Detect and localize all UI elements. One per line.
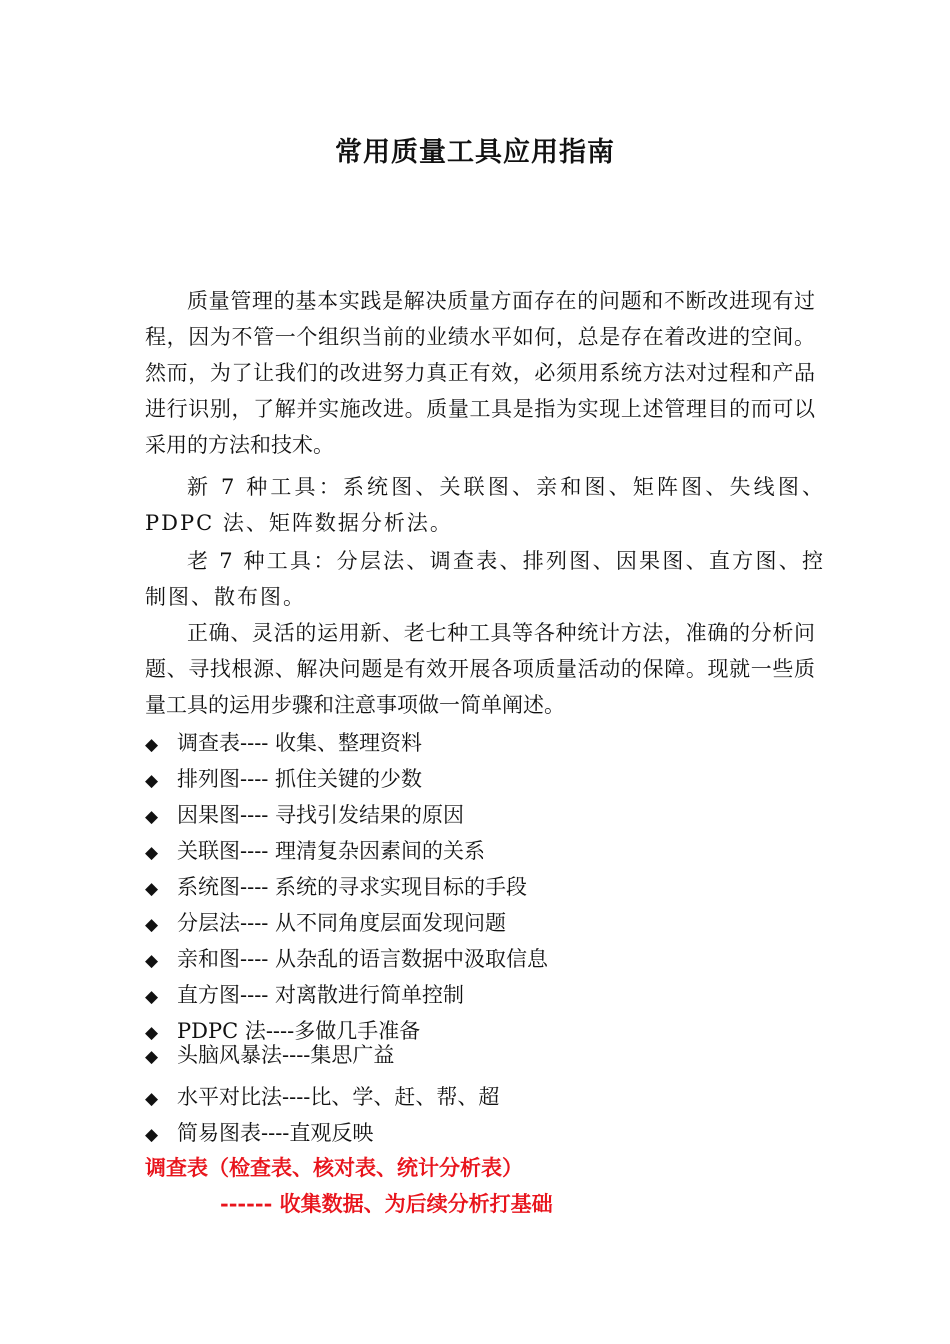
list-item bbox=[145, 941, 845, 977]
list-item bbox=[145, 1115, 845, 1151]
list-item bbox=[145, 905, 845, 941]
list-item bbox=[145, 869, 845, 905]
list-item bbox=[145, 725, 845, 761]
list-item-text: 系统图---- 系统的寻求实现目标的手段 bbox=[177, 875, 528, 899]
list-item-text: 排列图---- 抓住关键的少数 bbox=[177, 767, 423, 791]
list-item bbox=[145, 1043, 845, 1079]
list-item-text: 简易图表----直观反映 bbox=[177, 1121, 374, 1145]
summary-paragraph: 正确、灵活的运用新、老七种工具等各种统计方法，准确的分析问题、寻找根源、解决问题是有效开展各项质量活动的保障。现就一些质量工具的运用步骤和注意事项做一简单阐述。 bbox=[145, 621, 815, 717]
list-item bbox=[145, 761, 845, 797]
list-item bbox=[145, 1019, 845, 1043]
list-item-text: 调查表---- 收集、整理资料 bbox=[177, 731, 423, 755]
list-item-text: 因果图---- 寻找引发结果的原因 bbox=[177, 803, 465, 827]
old-seven-tools-paragraph: 老 7 种工具：分层法、调查表、排列图、因果图、直方图、控制图、散布图。 bbox=[145, 549, 825, 609]
diamond-bullet-icon: ◆ bbox=[145, 879, 159, 899]
list-item-text: 关联图---- 理清复杂因素间的关系 bbox=[177, 839, 486, 863]
diamond-bullet-icon: ◆ bbox=[145, 1125, 159, 1145]
list-item-text: PDPC 法----多做几手准备 bbox=[177, 1019, 421, 1043]
diamond-bullet-icon: ◆ bbox=[145, 915, 159, 935]
diamond-bullet-icon: ◆ bbox=[145, 1047, 159, 1067]
diamond-bullet-icon: ◆ bbox=[145, 807, 159, 827]
list-item-text: 水平对比法----比、学、赶、帮、超 bbox=[177, 1085, 500, 1109]
diamond-bullet-icon: ◆ bbox=[145, 1023, 159, 1043]
diamond-bullet-icon: ◆ bbox=[145, 771, 159, 791]
list-item-text: 直方图---- 对离散进行简单控制 bbox=[177, 983, 465, 1007]
diamond-bullet-icon: ◆ bbox=[145, 987, 159, 1007]
diamond-bullet-icon: ◆ bbox=[145, 951, 159, 971]
list-item bbox=[145, 977, 845, 1013]
page-title: 常用质量工具应用指南 bbox=[335, 137, 615, 168]
diamond-bullet-icon: ◆ bbox=[145, 843, 159, 863]
list-item bbox=[145, 797, 845, 833]
section-heading: 调查表（检查表、核对表、统计分析表） bbox=[145, 1155, 523, 1180]
section-subheading: ------ 收集数据、为后续分析打基础 bbox=[220, 1191, 553, 1216]
diamond-bullet-icon: ◆ bbox=[145, 1089, 159, 1109]
diamond-bullet-icon: ◆ bbox=[145, 735, 159, 755]
list-item-text: 头脑风暴法----集思广益 bbox=[177, 1043, 395, 1067]
list-item bbox=[145, 833, 845, 869]
list-item bbox=[145, 1079, 845, 1115]
list-item-text: 分层法---- 从不同角度层面发现问题 bbox=[177, 911, 507, 935]
new-seven-tools-paragraph: 新 7 种工具：系统图、关联图、亲和图、矩阵图、失线图、PDPC 法、矩阵数据分析法。 bbox=[145, 475, 825, 535]
tool-list bbox=[145, 725, 845, 1151]
list-item-text: 亲和图---- 从杂乱的语言数据中汲取信息 bbox=[177, 947, 549, 971]
intro-paragraph: 质量管理的基本实践是解决质量方面存在的问题和不断改进现有过程，因为不管一个组织当前的业绩水平如何，总是存在着改进的空间。然而，为了让我们的改进努力真正有效，必须用系统方法对过程和产品进行识别，了解并实施改进。质量工具是指为实现上述管理目的而可以采用的方法和技术。 bbox=[145, 289, 815, 457]
